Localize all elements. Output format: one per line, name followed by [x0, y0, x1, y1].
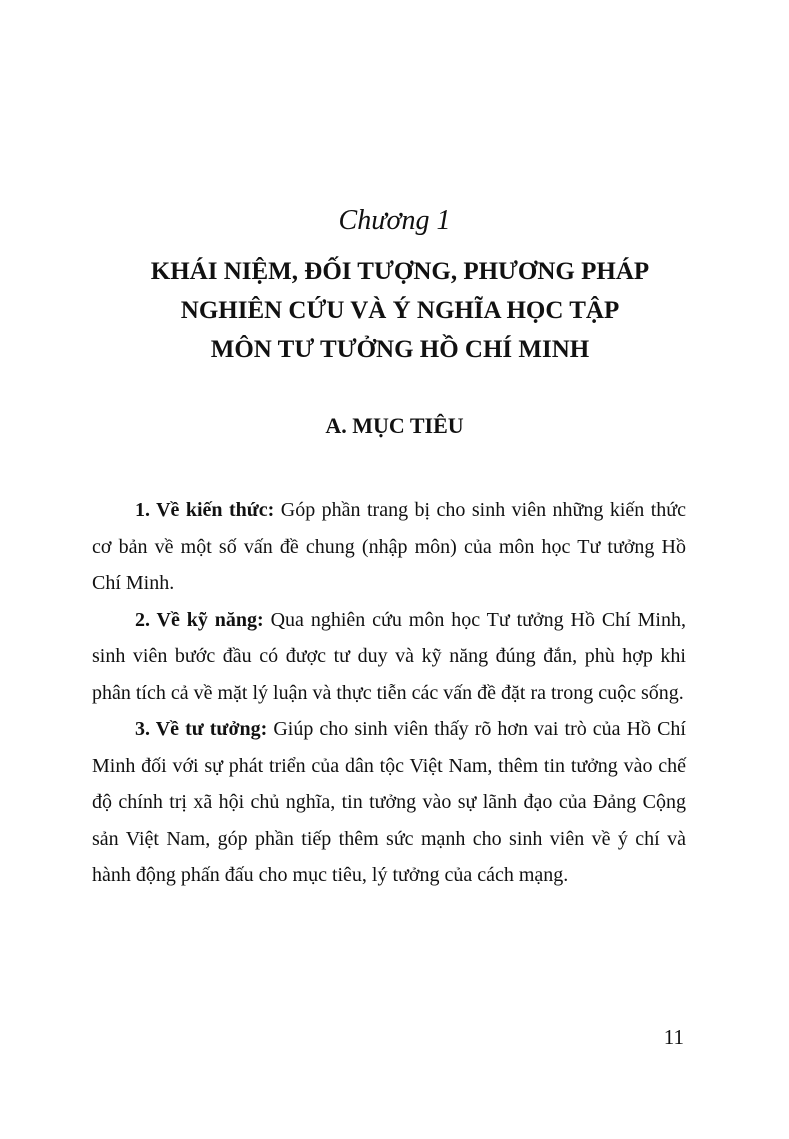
objective-label: 3. Về tư tưởng:	[135, 718, 268, 740]
objective-ideology	[92, 711, 686, 894]
objective-label: 2. Về kỹ năng:	[135, 608, 264, 631]
chapter-title	[60, 252, 740, 369]
objective-text: Góp phần trang bị cho sinh viên những kiến thức cơ bản về một số vấn đề chung (nhập môn) của môn học Tư tưởng Hồ Chí Minh.	[92, 499, 687, 594]
objective-knowledge	[92, 492, 686, 602]
page-number: 11	[663, 1025, 684, 1049]
objective-text: Qua nghiên cứu môn học Tư tưởng Hồ Chí Minh, sinh viên bước đầu có được tư duy và kỹ năng đúng đắn, phù hợp khi phân tích cả về mặt lý luận và thực tiễn các vấn đề đặt ra trong cuộc sống.	[92, 608, 686, 704]
objective-label: 1. Về kiến thức:	[135, 499, 275, 521]
objective-text: Giúp cho sinh viên thấy rõ hơn vai trò của Hồ Chí Minh đối với sự phát triển của dân tộc Việt Nam, thêm tin tưởng vào chế độ chính trị xã hội chủ nghĩa, tin tưởng vào sự lãnh đạo của Đảng Cộng sản Việt Nam, góp phần tiếp thêm sức mạnh cho sinh viên về ý chí và hành động phấn đấu cho mục tiêu, lý tưởng của cách mạng.	[92, 718, 686, 886]
chapter-title-line: KHÁI NIỆM, ĐỐI TƯỢNG, PHƯƠNG PHÁP	[150, 258, 650, 285]
section-heading: A. MỤC TIÊU	[325, 413, 464, 438]
chapter-label: Chương 1	[338, 205, 451, 236]
chapter-title-line: NGHIÊN CỨU VÀ Ý NGHĨA HỌC TẬP	[180, 297, 620, 324]
chapter-title-line: MÔN TƯ TƯỞNG HỒ CHÍ MINH	[210, 336, 590, 363]
objectives-body	[92, 492, 686, 894]
objective-skills	[92, 602, 686, 712]
